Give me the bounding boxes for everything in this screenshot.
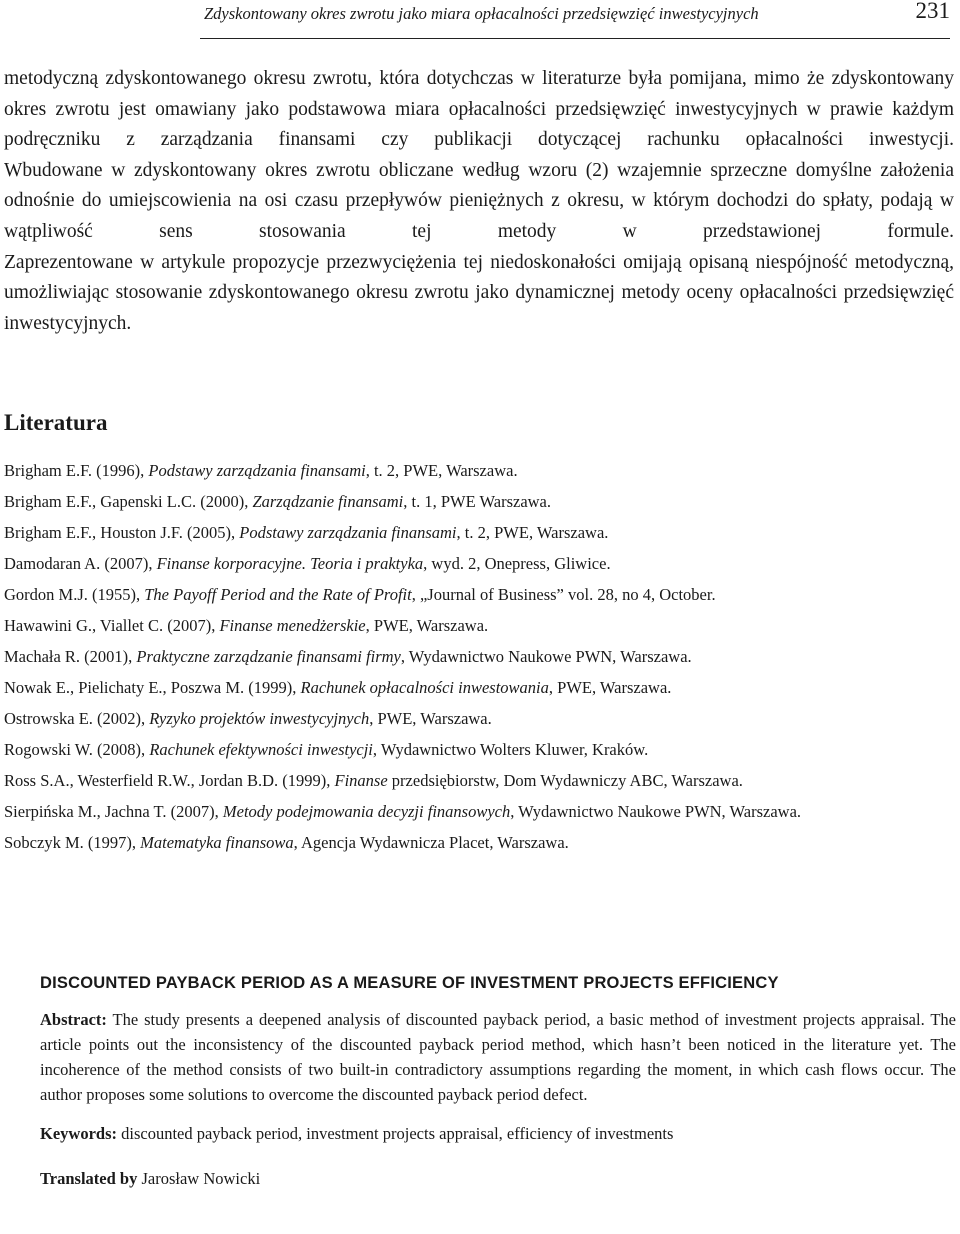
reference-item	[4, 675, 956, 700]
reference-publisher: , wyd. 2, Onepress, Gliwice.	[423, 554, 611, 573]
reference-item	[4, 458, 956, 483]
reference-item	[4, 551, 956, 576]
reference-publisher: , Wydawnictwo Naukowe PWN, Warszawa.	[510, 802, 802, 821]
reference-publisher: , t. 2, PWE, Warszawa.	[456, 523, 609, 542]
keywords-label: Keywords:	[40, 1124, 117, 1143]
reference-title: Podstawy zarządzania finansami	[239, 523, 457, 542]
reference-item	[4, 768, 956, 793]
reference-authors: Hawawini G., Viallet C. (2007),	[4, 616, 220, 635]
body-paragraph	[4, 64, 954, 339]
reference-authors: Nowak E., Pielichaty E., Poszwa M. (1999),	[4, 678, 301, 697]
reference-publisher: , Wydawnictwo Naukowe PWN, Warszawa.	[400, 647, 692, 666]
reference-title: Finanse korporacyjne. Teoria i praktyka	[156, 554, 424, 573]
running-title: Zdyskontowany okres zwrotu jako miara opłacalności przedsięwzięć inwestycyjnych	[204, 4, 759, 23]
reference-item	[4, 613, 956, 638]
english-title: DISCOUNTED PAYBACK PERIOD AS A MEASURE OF INVESTMENT PROJECTS EFFICIENCY	[40, 974, 779, 992]
translated-label: Translated by	[40, 1169, 138, 1188]
reference-authors: Ostrowska E. (2002),	[4, 709, 150, 728]
reference-publisher: , PWE, Warszawa.	[369, 709, 492, 728]
reference-authors: Ross S.A., Westerfield R.W., Jordan B.D. (1999),	[4, 771, 335, 790]
reference-title: Finanse menedżerskie	[219, 616, 366, 635]
english-summary	[40, 974, 956, 1191]
reference-publisher: , Agencja Wydawnicza Placet, Warszawa.	[293, 833, 569, 852]
reference-publisher: , PWE, Warszawa.	[548, 678, 672, 697]
reference-publisher: , „Journal of Business” vol. 28, no 4, October.	[411, 585, 716, 604]
reference-publisher: , t. 2, PWE, Warszawa.	[365, 461, 518, 480]
reference-authors: Sierpińska M., Jachna T. (2007),	[4, 802, 223, 821]
keywords-text: discounted payback period, investment projects appraisal, efficiency of investments	[117, 1124, 674, 1143]
reference-item	[4, 644, 956, 669]
reference-title: The Payoff Period and the Rate of Profit	[144, 585, 412, 604]
reference-item	[4, 830, 956, 855]
reference-list	[4, 458, 956, 861]
reference-item	[4, 799, 956, 824]
reference-title: Praktyczne zarządzanie finansami firmy	[136, 647, 401, 666]
reference-title: Rachunek efektywności inwestycji	[149, 740, 373, 759]
reference-authors: Sobczyk M. (1997),	[4, 833, 141, 852]
body-text-part-2: Wbudowane w zdyskontowany okres zwrotu obliczane według wzoru (2) wzajemnie sprzeczne domyślne założenia odnośnie do umiejscowienia na osi czasu przepływów pieniężnych z okresu, w którym dochodzi do spłaty, podają w wątpliwość sens stosowania tej metody w przedstawionej formule.	[4, 159, 954, 242]
reference-title: Zarządzanie finansami	[252, 492, 404, 511]
reference-authors: Machała R. (2001),	[4, 647, 137, 666]
reference-authors: Rogowski W. (2008),	[4, 740, 150, 759]
reference-item	[4, 520, 956, 545]
reference-title: Rachunek opłacalności inwestowania	[300, 678, 549, 697]
body-text-part-3: Zaprezentowane w artykule propozycje przezwyciężenia tej niedoskonałości omijają opisaną niespójność metodyczną, umożliwiając stosowanie zdyskontowanego okresu zwrotu jako dynamicznej metody oceny opłacalności przedsięwzięć inwestycyjnych.	[4, 251, 954, 334]
reference-title: Matematyka finansowa	[140, 833, 294, 852]
literature-heading: Literatura	[4, 410, 108, 435]
translator-name: Jarosław Nowicki	[137, 1169, 261, 1188]
reference-item	[4, 737, 956, 762]
reference-authors: Brigham E.F. (1996),	[4, 461, 149, 480]
reference-authors: Brigham E.F., Houston J.F. (2005),	[4, 523, 240, 542]
reference-publisher: , t. 1, PWE Warszawa.	[403, 492, 552, 511]
reference-item	[4, 706, 956, 731]
reference-title: Podstawy zarządzania finansami	[148, 461, 366, 480]
abstract-text: The study presents a deepened analysis of discounted payback period, a basic method of investment projects appraisal. The article points out the inconsistency of the discounted payback period method, which hasn’t been noticed in the literature yet. The incoherence of the method consists of two built-in contradictory assumptions regarding the moment, in which cash flows occur. The author proposes some solutions to overcome the discounted payback period defect.	[40, 1010, 956, 1104]
abstract	[40, 1007, 956, 1107]
reference-authors: Brigham E.F., Gapenski L.C. (2000),	[4, 492, 253, 511]
reference-title: Ryzyko projektów inwestycyjnych	[149, 709, 370, 728]
reference-item	[4, 582, 956, 607]
reference-authors: Damodaran A. (2007),	[4, 554, 157, 573]
reference-publisher: , Wydawnictwo Wolters Kluwer, Kraków.	[372, 740, 649, 759]
keywords	[40, 1121, 956, 1146]
reference-authors: Gordon M.J. (1955),	[4, 585, 145, 604]
page-number: 231	[915, 0, 950, 23]
reference-item	[4, 489, 956, 514]
reference-title: Metody podejmowania decyzji finansowych	[222, 802, 511, 821]
translator-credit	[40, 1166, 956, 1191]
running-header	[200, 0, 950, 39]
reference-title: Finanse	[334, 771, 388, 790]
reference-publisher: , PWE, Warszawa.	[365, 616, 489, 635]
reference-publisher: przedsiębiorstw, Dom Wydawniczy ABC, Warszawa.	[387, 771, 743, 790]
abstract-label: Abstract:	[40, 1010, 107, 1029]
body-text-part-1: metodyczną zdyskontowanego okresu zwrotu, która dotychczas w literaturze była pomijana, mimo że zdyskontowany okres zwrotu jest omawiany jako podstawowa miara opłacalności przedsięwzięć inwestycyjnych w prawie każdym podręczniku z zarządzania finansami czy publikacji dotyczącej rachunku opłacalności inwestycji.	[4, 68, 954, 151]
